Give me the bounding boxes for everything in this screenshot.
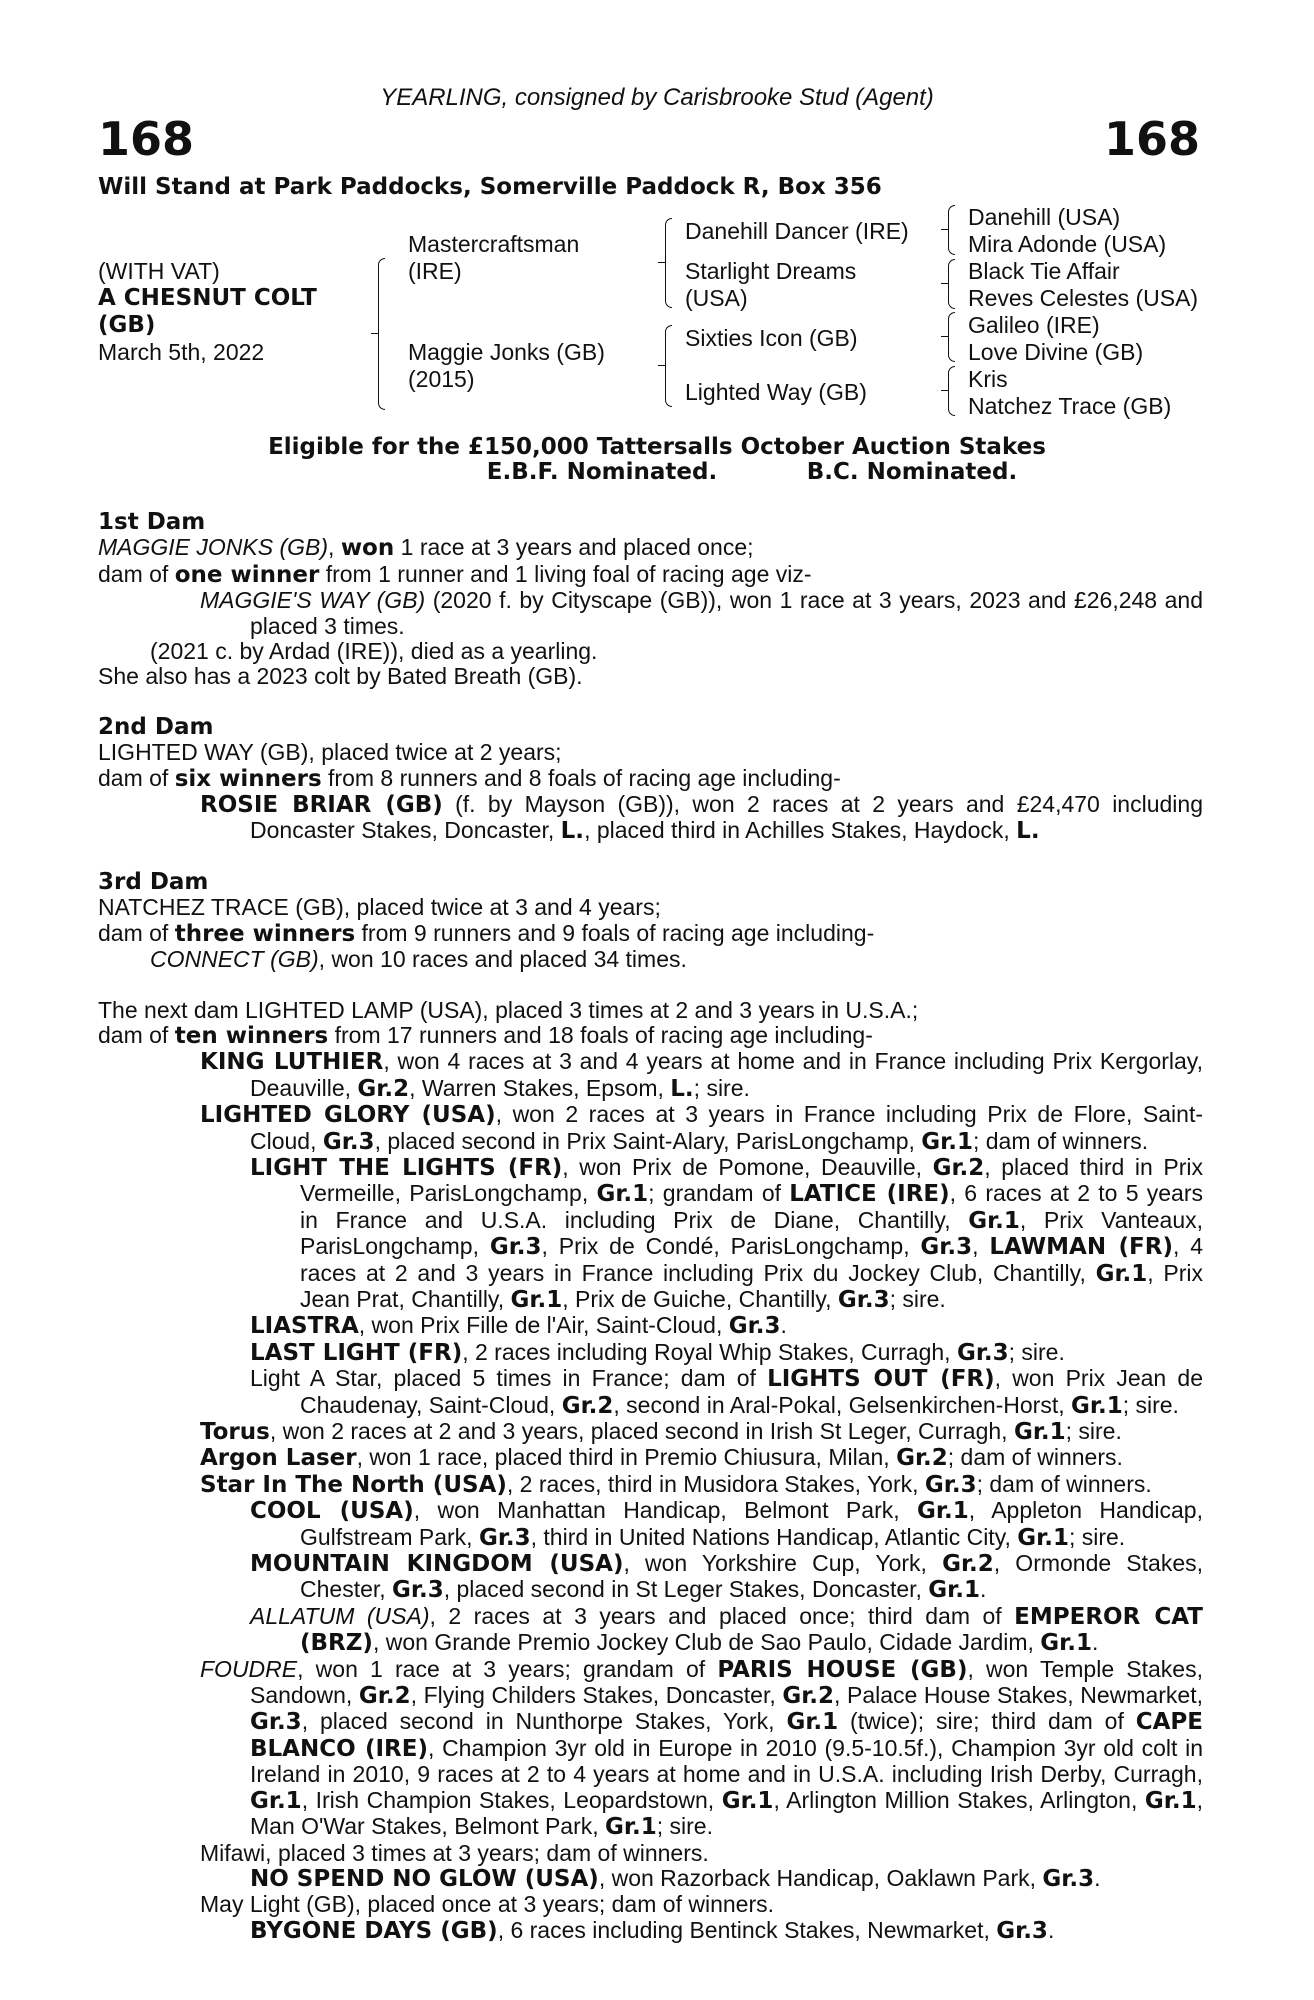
sire-name: Mastercraftsman [408, 231, 580, 257]
pedigree-brace-dam [665, 325, 672, 407]
produce-liastra: LIASTRA, won Prix Fille de l'Air, Saint-Cloud, Gr.3. [250, 1312, 787, 1340]
second-dam-heading: 2nd Dam [98, 713, 214, 740]
third-dam-produce: dam of three winners from 9 runners and 9 foals of racing age including- [98, 919, 875, 947]
produce-connect: CONNECT (GB), won 10 races and placed 34 times. [150, 946, 687, 973]
sire-dam-suffix: (USA) [685, 285, 748, 311]
ancestor-ddd: Natchez Trace (GB) [968, 393, 1172, 419]
pedigree-brace-sire [665, 218, 672, 308]
third-dam-heading: 3rd Dam [98, 868, 209, 895]
produce-torus: Torus, won 2 races at 2 and 3 years, placed second in Irish St Leger, Curragh, Gr.1; sire. [200, 1418, 1122, 1445]
produce-cool: COOL (USA), won Manhattan Handicap, Belmont Park, Gr.1, Appleton Handicap, Gulfstream Park, Gr.3, third in United Nations Handicap, Atlantic City, Gr.1; sire. [250, 1497, 1203, 1551]
pedigree-brace-main [378, 258, 385, 410]
ancestor-dss: Galileo (IRE) [968, 312, 1100, 338]
pedigree-brace-ss [948, 205, 955, 255]
third-dam-entry: NATCHEZ TRACE (GB), placed twice at 3 and 4 years; [98, 894, 661, 921]
consignor-line: YEARLING, consigned by Carisbrooke Stud (Agent) [380, 84, 934, 111]
produce-king-luthier: KING LUTHIER, won 4 races at 3 and 4 years at home and in France including Prix Kergorlay, Deauville, Gr.2, Warren Stakes, Epsom, L.; sire. [200, 1048, 1203, 1102]
produce-argon-laser: Argon Laser, won 1 race, placed third in Premio Chiusura, Milan, Gr.2; dam of winners. [200, 1444, 1123, 1472]
dam-name: Maggie Jonks (GB) [408, 339, 605, 365]
second-dam-entry: LIGHTED WAY (GB), placed twice at 2 years; [98, 739, 562, 766]
produce-no-spend-no-glow: NO SPEND NO GLOW (USA), won Razorback Handicap, Oaklawn Park, Gr.3. [250, 1864, 1101, 1892]
lot-number-left: 168 [98, 112, 195, 166]
produce-2021-colt: (2021 c. by Ardad (IRE)), died as a yearling. [150, 638, 598, 665]
ancestor-dds: Kris [968, 366, 1008, 392]
ancestor-ssd: Mira Adonde (USA) [968, 231, 1167, 257]
first-dam-heading: 1st Dam [98, 509, 206, 535]
sire-sire: Danehill Dancer (IRE) [685, 218, 909, 244]
pedigree-brace-sd [948, 259, 955, 309]
produce-mountain-kingdom: MOUNTAIN KINGDOM (USA), won Yorkshire Cup, York, Gr.2, Ormonde Stakes, Chester, Gr.3, placed second in St Leger Stakes, Doncaster, Gr.1. [250, 1550, 1204, 1604]
first-dam-entry: MAGGIE JONKS (GB), won 1 race at 3 years and placed once; [98, 534, 754, 562]
eligibility-line: Eligible for the £150,000 Tattersalls October Auction Stakes [268, 434, 1046, 460]
foaling-date: March 5th, 2022 [98, 339, 265, 365]
horse-name: A CHESNUT COLT [98, 285, 317, 311]
dam-sire: Sixties Icon (GB) [685, 325, 858, 351]
produce-rosie-briar: ROSIE BRIAR (GB) (f. by Mayson (GB)), won 2 races at 2 years and £24,470 including Doncaster Stakes, Doncaster, L., placed third in Achilles Stakes, Haydock, L. [200, 791, 1203, 845]
produce-foudre: FOUDRE, won 1 race at 3 years; grandam of PARIS HOUSE (GB), won Temple Stakes, Sandown, Gr.2, Flying Childers Stakes, Doncaster, Gr.2, Palace House Stakes, Newmarket, Gr.3, placed second in Nunthorpe Stakes, York, Gr.1 (twice); sire; third dam of CAPE BLANCO (IRE), Champion 3yr old in Europe in 2010 (9.5-10.5f.), Champion 3yr old colt in Ireland in 2010, 9 races at 2 to 4 years at home and in U.S.A. including Irish Derby, Curragh, Gr.1, Irish Champion Stakes, Leopardstown, Gr.1, Arlington Million Stakes, Arlington, Gr.1, Man O'War Stakes, Belmont Park, Gr.1; sire. [200, 1655, 1203, 1841]
second-dam-produce: dam of six winners from 8 runners and 8 foals of racing age including- [98, 764, 841, 792]
produce-maggies-way: MAGGIE'S WAY (GB) (2020 f. by Cityscape (GB)), won 1 race at 3 years, 2023 and £26,248 and placed 3 times. [200, 587, 1203, 639]
pedigree-brace-dd [948, 366, 955, 416]
ancestor-sds: Black Tie Affair [968, 258, 1120, 284]
produce-mifawi: Mifawi, placed 3 times at 3 years; dam of winners. [200, 1839, 709, 1866]
produce-light-the-lights: LIGHT THE LIGHTS (FR), won Prix de Pomone, Deauville, Gr.2, placed third in Prix Vermeille, ParisLongchamp, Gr.1; grandam of LATICE (IRE), 6 races at 2 to 5 years in France and U.S.A. including Prix de Diane, Chantilly, Gr.1, Prix Vanteaux, ParisLongchamp, Gr.3, Prix de Condé, ParisLongchamp, Gr.3, LAWMAN (FR), 4 races at 2 and 3 years in France including Prix du Jockey Club, Chantilly, Gr.1, Prix Jean Prat, Chantilly, Gr.1, Prix de Guiche, Chantilly, Gr.3; sire. [250, 1153, 1204, 1313]
produce-bygone-days: BYGONE DAYS (GB), 6 races including Bentinck Stakes, Newmarket, Gr.3. [250, 1916, 1055, 1944]
sire-dam-name: Starlight Dreams [685, 258, 857, 284]
lot-number-right: 168 [1103, 112, 1200, 166]
ancestor-dsd: Love Divine (GB) [968, 339, 1144, 365]
vat-note: (WITH VAT) [98, 258, 220, 284]
produce-2023-colt: She also has a 2023 colt by Bated Breath (GB). [98, 663, 583, 690]
fourth-dam-entry: The next dam LIGHTED LAMP (USA), placed 3 times at 2 and 3 years in U.S.A.; [98, 996, 919, 1023]
dam-dam: Lighted Way (GB) [685, 379, 867, 405]
first-dam-produce: dam of one winner from 1 runner and 1 living foal of racing age viz- [98, 560, 812, 588]
produce-allatum: ALLATUM (USA), 2 races at 3 years and placed once; third dam of EMPEROR CAT (BRZ), won Grande Premio Jockey Club de Sao Paulo, Cidade Jardim, Gr.1. [250, 1602, 1203, 1657]
produce-lighted-glory: LIGHTED GLORY (USA), won 2 races at 3 years in France including Prix de Flore, Saint-Cloud, Gr.3, placed second in Prix Saint-Alary, ParisLongchamp, Gr.1; dam of winners. [200, 1101, 1203, 1155]
dam-year: (2015) [408, 366, 475, 392]
produce-record [98, 510, 1203, 1944]
ebf-nomination: E.B.F. Nominated. [486, 459, 718, 485]
pedigree-brace-ds [948, 312, 955, 362]
produce-last-light: LAST LIGHT (FR), 2 races including Royal Whip Stakes, Curragh, Gr.3; sire. [250, 1338, 1065, 1366]
stable-location: Will Stand at Park Paddocks, Somerville Paddock R, Box 356 [98, 174, 882, 200]
ancestor-sss: Danehill (USA) [968, 204, 1121, 230]
ancestor-sdd: Reves Celestes (USA) [968, 285, 1199, 311]
produce-star-in-the-north: Star In The North (USA), 2 races, third in Musidora Stakes, York, Gr.3; dam of winners. [200, 1470, 1152, 1498]
fourth-dam-produce: dam of ten winners from 17 runners and 18 foals of racing age including- [98, 1021, 873, 1049]
bc-nomination: B.C. Nominated. [806, 459, 1018, 485]
horse-origin: (GB) [98, 312, 156, 338]
produce-light-a-star: Light A Star, placed 5 times in France; dam of LIGHTS OUT (FR), won Prix Jean de Chaudenay, Saint-Cloud, Gr.2, second in Aral-Pokal, Gelsenkirchen-Horst, Gr.1; sire. [250, 1365, 1203, 1419]
sire-suffix: (IRE) [408, 258, 462, 284]
produce-may-light: May Light (GB), placed once at 3 years; dam of winners. [200, 1891, 774, 1918]
